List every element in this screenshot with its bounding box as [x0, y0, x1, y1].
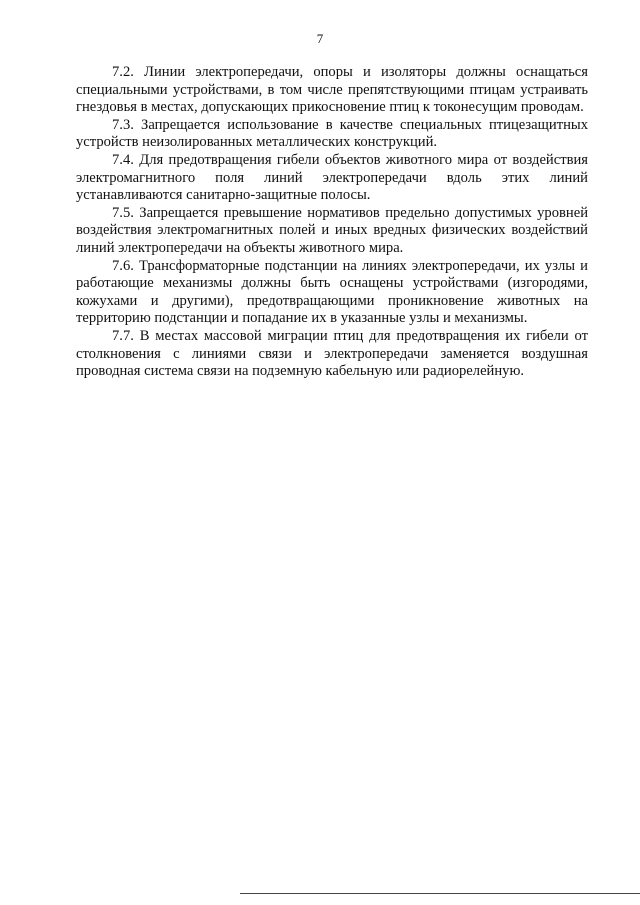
document-body: [76, 64, 588, 381]
paragraph-7-5: 7.5. Запрещается превышение нормативов предельно допустимых уровней воздействия электромагнитных полей и иных вредных физических воздействий линий электропередачи на объекты животного мира.: [76, 204, 588, 256]
scan-edge-line: [240, 893, 640, 894]
paragraph-7-7: 7.7. В местах массовой миграции птиц для предотвращения их гибели от столкновения с линиями связи и электропередачи заменяется воздушная проводная система связи на подземную кабельную или радиорелейную.: [76, 327, 588, 380]
paragraph-7-2: 7.2. Линии электропередачи, опоры и изоляторы должны оснащаться специальными устройствами, в том числе препятствующими птицам устраивать гнездовья в местах, допускающих прикосновение птиц к токонесущим проводам.: [76, 64, 588, 116]
paragraph-7-6: 7.6. Трансформаторные подстанции на линиях электропередачи, их узлы и работающие механизмы должны быть оснащены устройствами (изгородями, кожухами и другими), предотвращающими проникновение животных на территорию подстанции и попадание их в указанные узлы и механизмы.: [76, 257, 588, 327]
paragraph-7-3: 7.3. Запрещается использование в качестве специальных птицезащитных устройств неизолированных металлических конструкций.: [76, 116, 588, 151]
paragraph-7-4: 7.4. Для предотвращения гибели объектов животного мира от воздействия электромагнитного поля линий электропередачи вдоль этих линий устанавливаются санитарно-защитные полосы.: [76, 151, 588, 204]
page-number: 7: [316, 31, 324, 46]
